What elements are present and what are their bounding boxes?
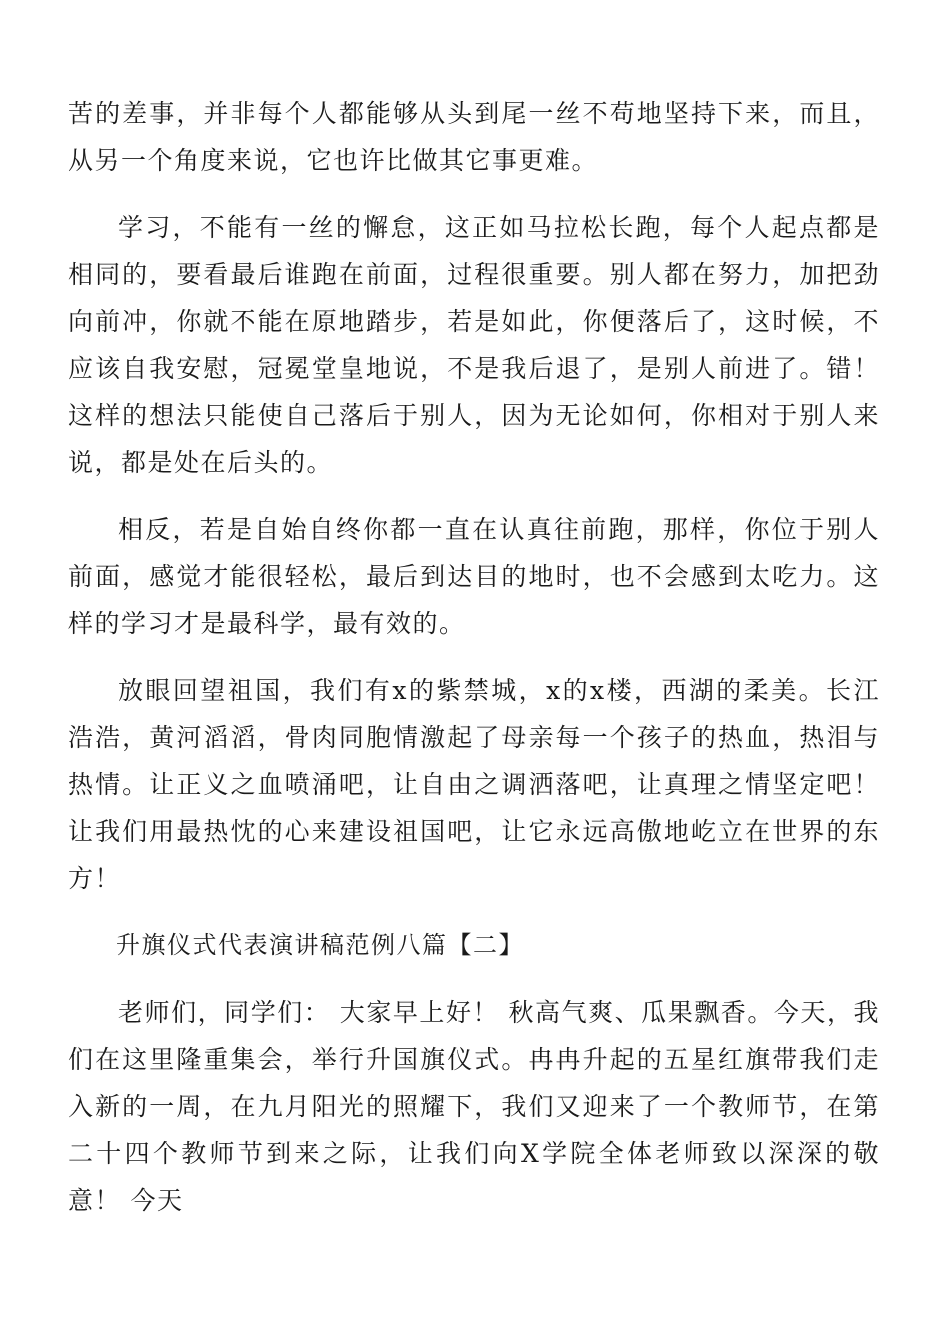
paragraph-continued: 苦的差事，并非每个人都能够从头到尾一丝不苟地坚持下来，而且，从另一个角度来说，它也许比做其它事更难。 bbox=[68, 99, 880, 175]
paragraph-keep-running: 相反，若是自始自终你都一直在认真往前跑，那样，你位于别人前面，感觉才能很轻松，最后到达目的地时，也不会感到太吃力。这样的学习才是最科学，最有效的。 bbox=[68, 515, 880, 638]
paragraph-study-marathon: 学习，不能有一丝的懈怠，这正如马拉松长跑，每个人起点都是相同的，要看最后谁跑在前面，过程很重要。别人都在努力，加把劲向前冲，你就不能在原地踏步，若是如此，你便落后了，这时候，不应该自我安慰，冠冕堂皇地说，不是我后退了，是别人前进了。错！这样的想法只能使自己落后于别人，因为无论如何，你相对于别人来说，都是处在后头的。 bbox=[68, 213, 880, 477]
document-body bbox=[68, 90, 880, 1244]
paragraph-speech-opening: 老师们，同学们： 大家早上好！ 秋高气爽、瓜果飘香。今天，我们在这里隆重集会，举行升国旗仪式。冉冉升起的五星红旗带我们走入新的一周，在九月阳光的照耀下，我们又迎来了一个教师节，在第二十四个教师节到来之际，让我们向X学院全体老师致以深深的敬意！ 今天 bbox=[68, 998, 880, 1215]
paragraph-motherland: 放眼回望祖国，我们有x的紫禁城，x的x楼，西湖的柔美。长江浩浩，黄河滔滔，骨肉同胞情激起了母亲每一个孩子的热血，热泪与热情。让正义之血喷涌吧，让自由之调洒落吧，让真理之情坚定吧！让我们用最热忱的心来建设祖国吧，让它永远高傲地屹立在世界的东方！ bbox=[68, 676, 880, 893]
section-heading: 升旗仪式代表演讲稿范例八篇【二】 bbox=[116, 931, 524, 959]
